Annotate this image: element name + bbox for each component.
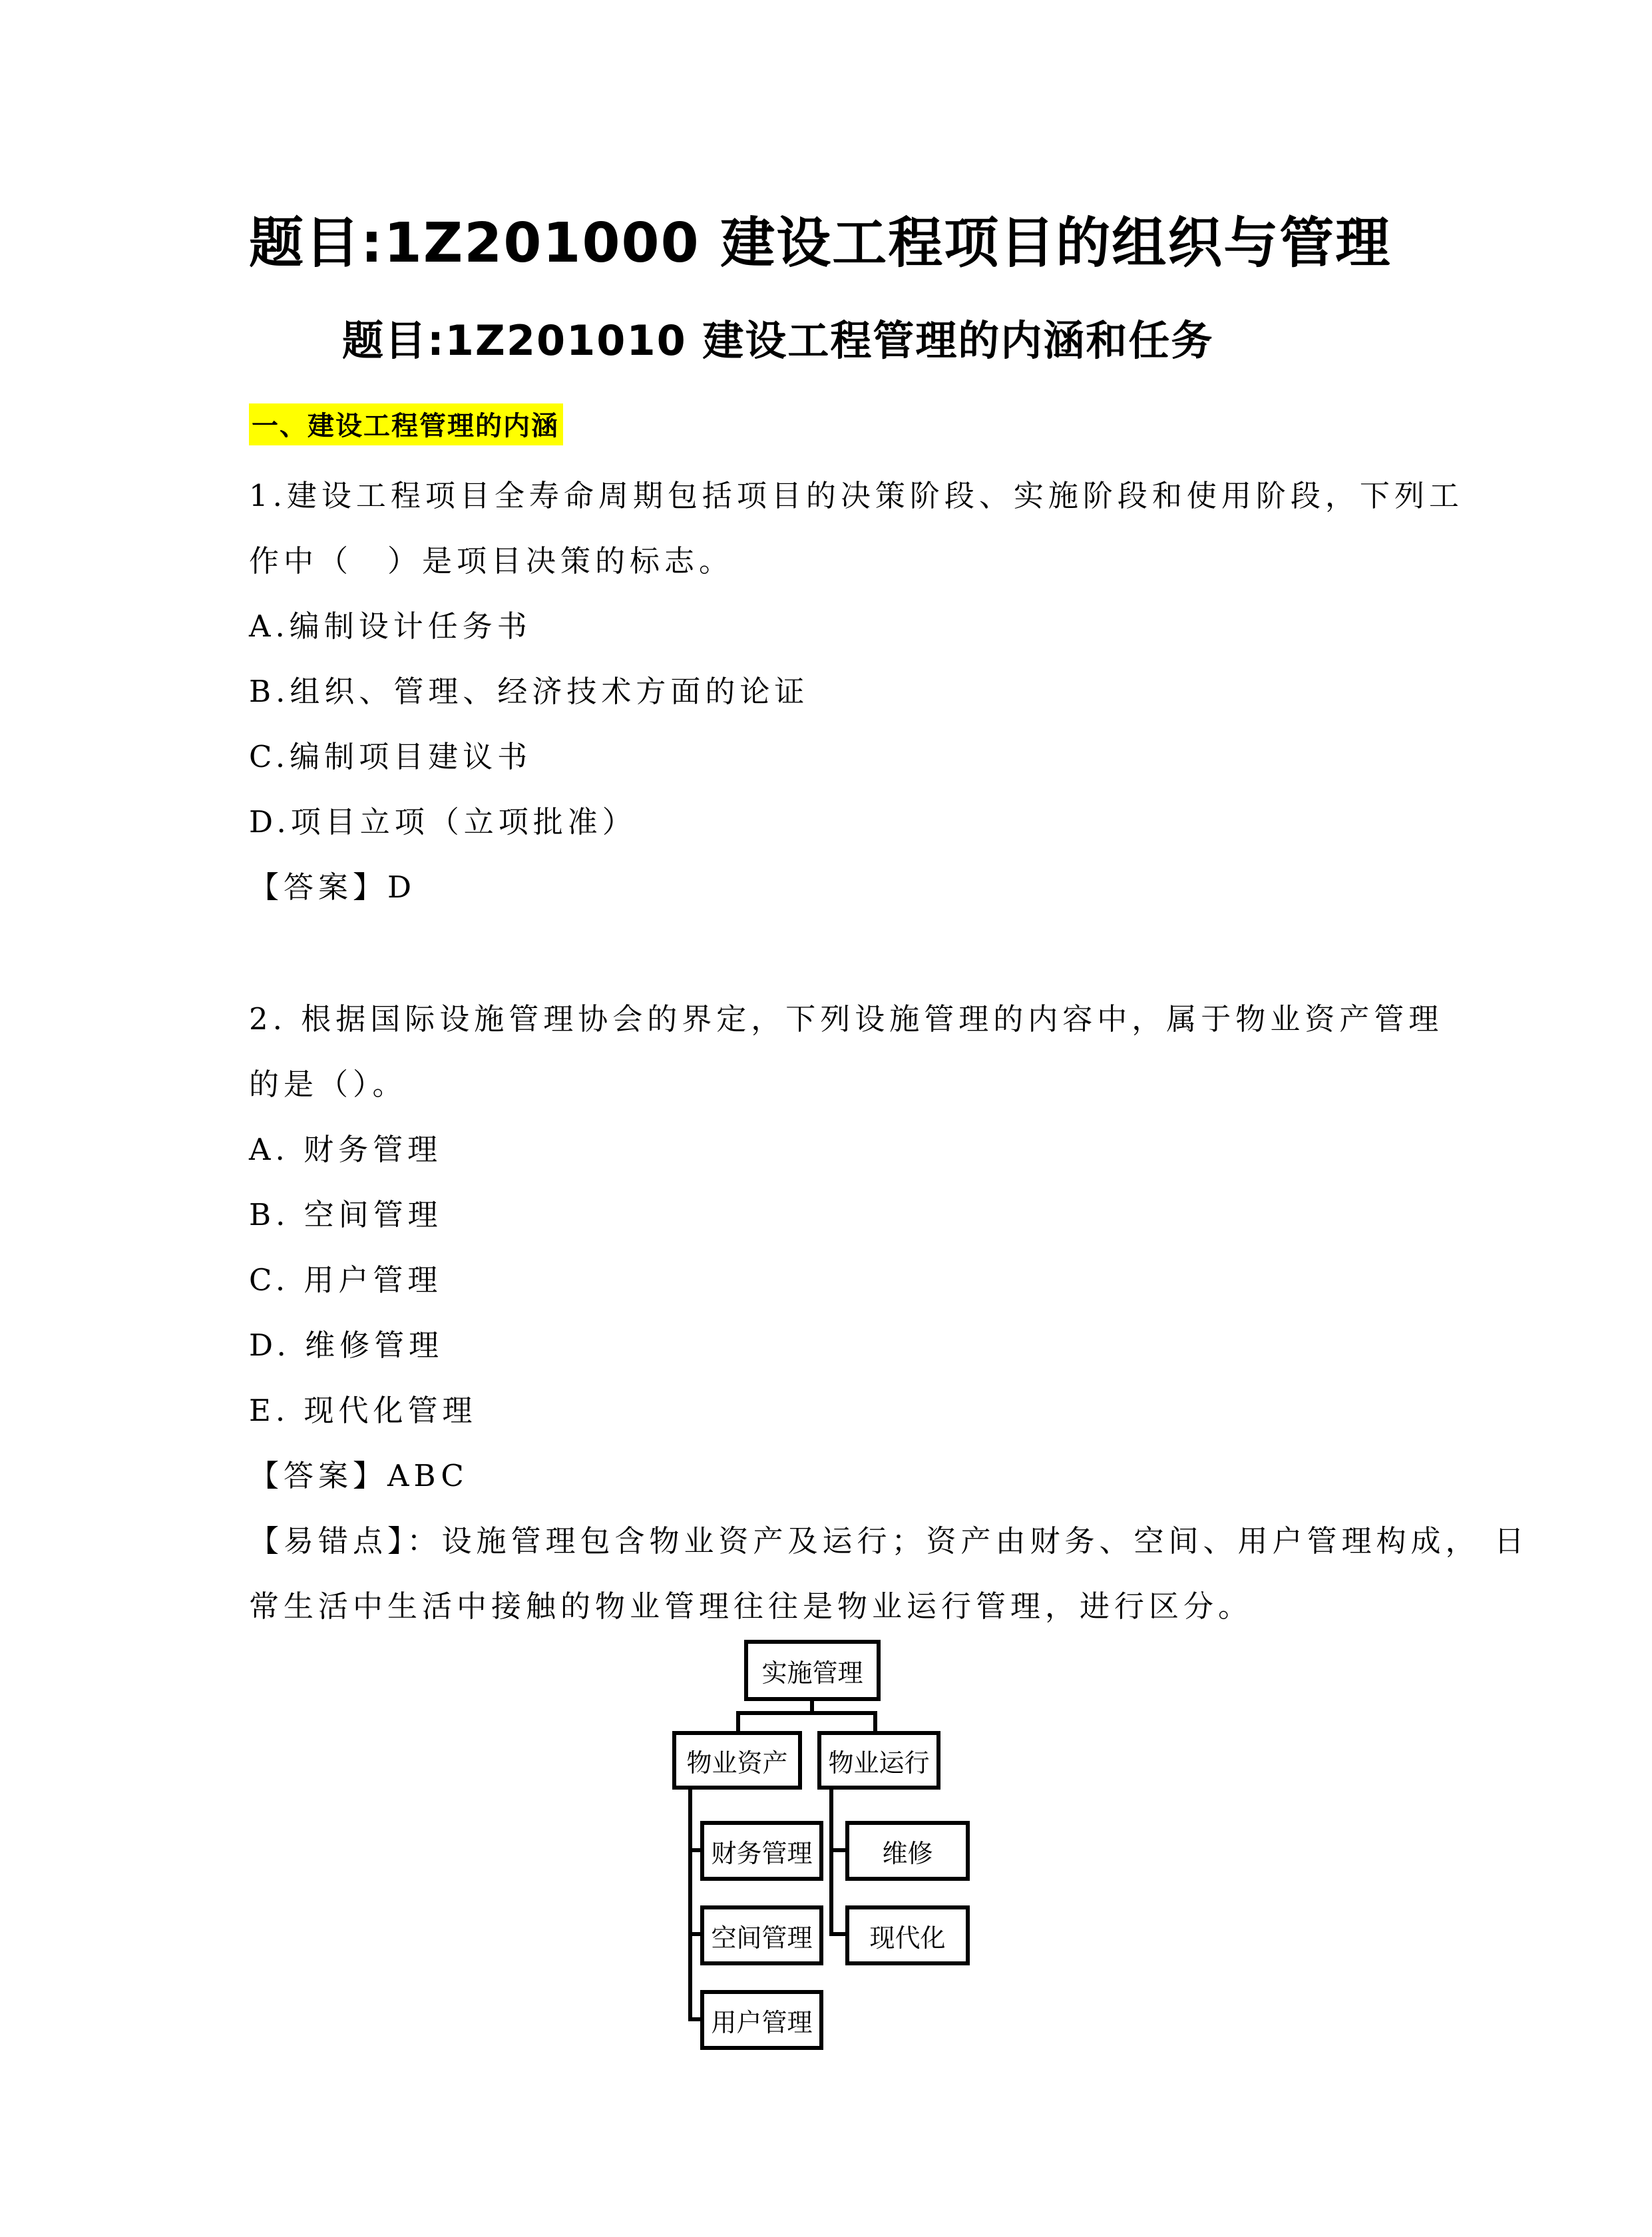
org-node-root: 实施管理 <box>744 1640 881 1701</box>
section-heading: 一、建设工程管理的内涵 <box>249 403 563 445</box>
connector-right-spine <box>829 1786 833 1936</box>
question-2-option-c: C. 用户管理 <box>249 1262 443 1298</box>
org-node-maintenance: 维修 <box>845 1821 970 1881</box>
connector-left-drop <box>736 1711 740 1734</box>
page-title: 题目:1Z201000 建设工程项目的组织与管理 <box>249 212 1392 275</box>
question-1-option-d: D.项目立项（立项批准） <box>249 804 637 840</box>
org-node-space: 空间管理 <box>700 1905 823 1965</box>
question-2-option-a: A. 财务管理 <box>249 1132 443 1167</box>
question-2-text-line1: 2. 根据国际设施管理协会的界定，下列设施管理的内容中，属于物业资产管理 <box>249 1001 1444 1037</box>
question-2-option-d: D. 维修管理 <box>249 1328 444 1363</box>
question-1-option-a: A.编制设计任务书 <box>249 609 532 644</box>
question-1-answer: 【答案】D <box>249 870 417 905</box>
question-1-text-line1: 1.建设工程项目全寿命周期包括项目的决策阶段、实施阶段和使用阶段，下列工 <box>249 478 1464 513</box>
org-node-operation: 物业运行 <box>817 1731 940 1790</box>
connector-right-drop <box>873 1711 877 1734</box>
question-1-option-b: B.组织、管理、经济技术方面的论证 <box>249 674 809 709</box>
question-1-option-c: C.编制项目建议书 <box>249 739 532 774</box>
org-node-user: 用户管理 <box>700 1990 823 2050</box>
connector-root-bar <box>736 1711 877 1715</box>
connector-left-spine <box>688 1786 692 2021</box>
question-2-text-line2: 的是（）。 <box>249 1067 407 1102</box>
question-2-option-b: B. 空间管理 <box>249 1197 443 1232</box>
question-1-text-line2: 作中（ ）是项目决策的标志。 <box>249 543 734 579</box>
org-node-asset: 物业资产 <box>672 1731 802 1790</box>
question-2-option-e: E. 现代化管理 <box>249 1393 477 1428</box>
question-2-note-line2: 常生活中生活中接触的物业管理往往是物业运行管理，进行区分。 <box>249 1589 1253 1624</box>
org-node-finance: 财务管理 <box>700 1821 823 1881</box>
question-2-answer: 【答案】ABC <box>249 1458 469 1493</box>
page-subtitle: 题目:1Z201010 建设工程管理的内涵和任务 <box>342 316 1214 365</box>
org-node-modernization: 现代化 <box>845 1905 970 1965</box>
question-2-note-line1: 【易错点】：设施管理包含物业资产及运行；资产由财务、空间、用户管理构成， 日 <box>249 1523 1529 1559</box>
